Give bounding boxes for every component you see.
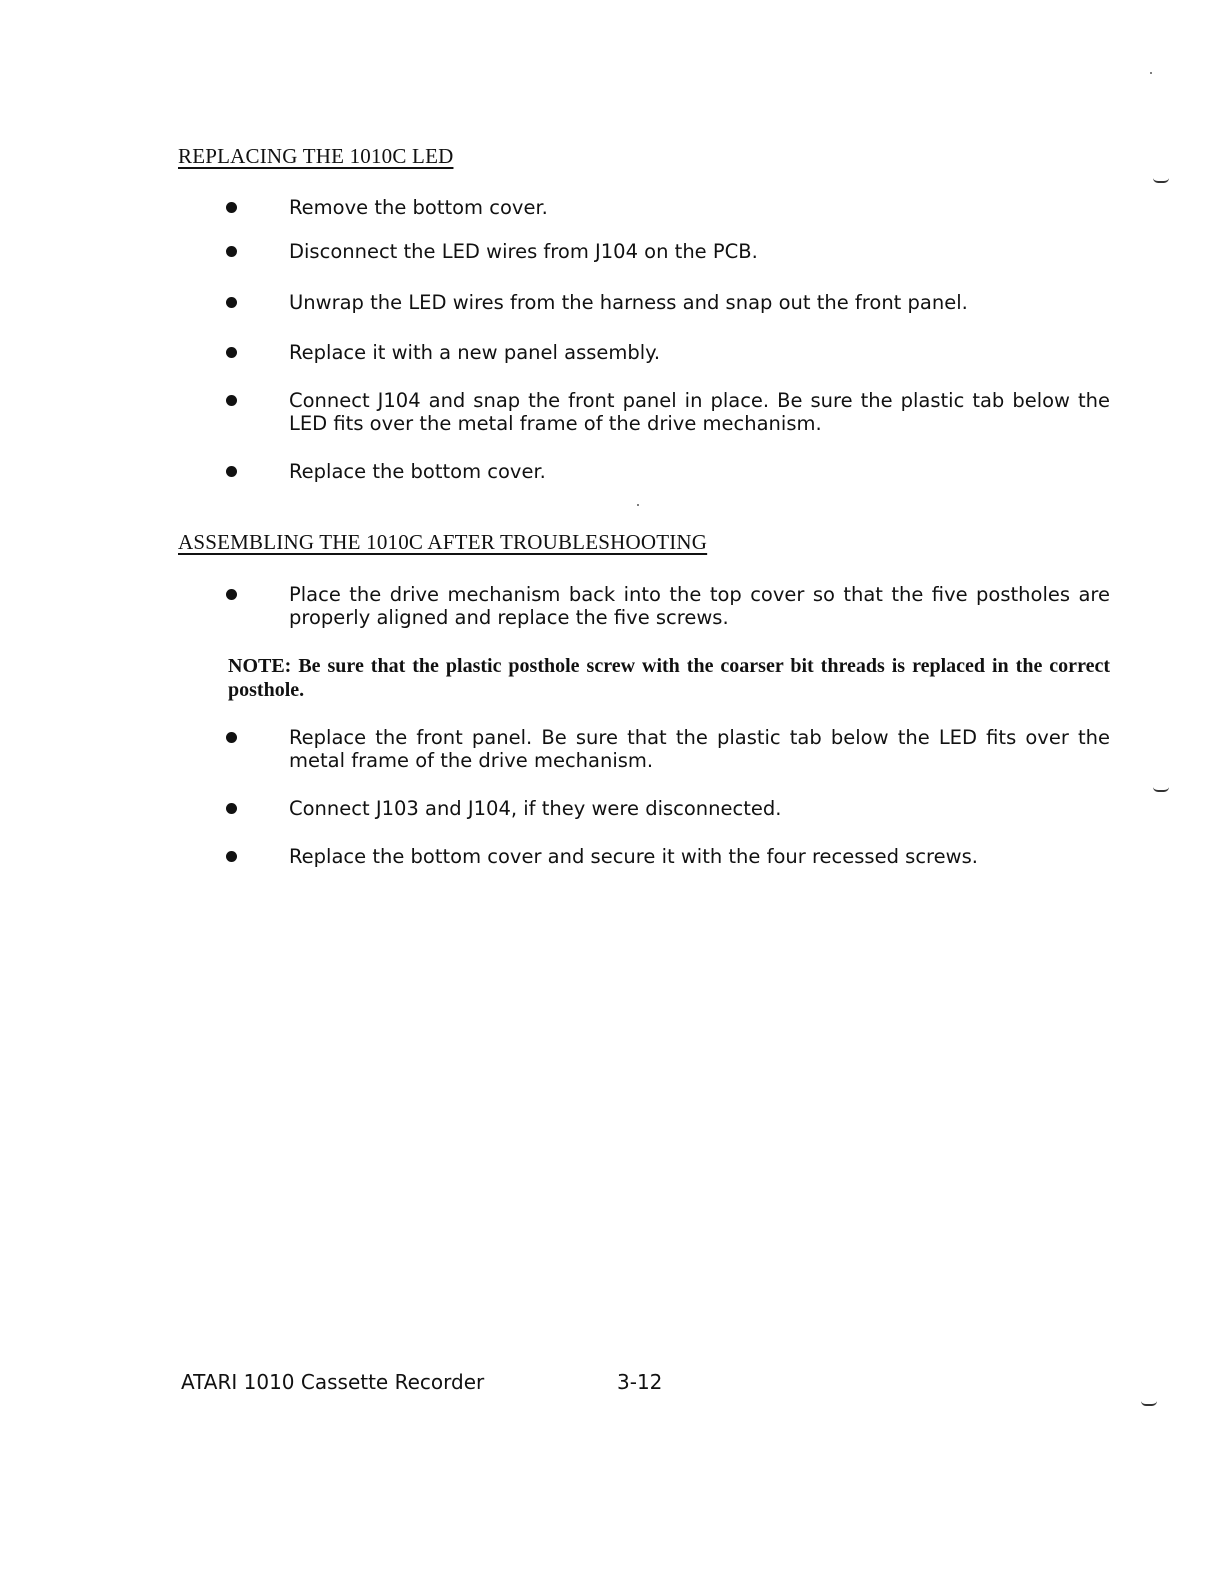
bullet-icon [226,851,237,862]
list-item-text: Replace it with a new panel assembly. [289,341,661,364]
list-item-text: Replace the bottom cover. [289,460,546,483]
list-item-text: Disconnect the LED wires from J104 on the PCB. [289,240,758,263]
bullet-icon [226,395,237,406]
list-item-text: Connect J103 and J104, if they were disconnected. [289,797,782,820]
list-item-text: Remove the bottom cover. [289,196,548,219]
list-item-text: Connect J104 and snap the front panel in place. Be sure the plastic tab below the LED fits over the metal frame of the drive mechanism. [289,389,1110,435]
bullet-icon [226,589,237,600]
list-item-text: Replace the front panel. Be sure that the plastic tab below the LED fits over the metal frame of the drive mechanism. [289,726,1110,772]
list-item [222,240,1110,263]
section-heading-assembling: ASSEMBLING THE 1010C AFTER TROUBLESHOOTING [178,530,708,554]
bullet-icon [226,732,237,743]
list-item [222,845,1110,868]
bullet-icon [226,803,237,814]
bullet-icon [226,297,237,308]
bullet-icon [226,246,237,257]
list-item [222,797,1110,820]
list-item-text: Unwrap the LED wires from the harness and snap out the front panel. [289,291,968,314]
note-text: NOTE: Be sure that the plastic posthole screw with the coarser bit threads is replaced in the correct posthole. [228,655,1110,701]
page-number: 3-12 [617,1370,663,1394]
scan-speck [637,504,639,506]
list-item-text: Replace the bottom cover and secure it with the four recessed screws. [289,845,978,868]
list-item [222,196,1110,219]
scan-mark [1153,787,1169,792]
bullet-icon [226,466,237,477]
list-item [222,291,1110,314]
list-item [222,583,1110,629]
scan-speck [1150,72,1152,74]
scan-mark [1141,1401,1157,1406]
bullet-icon [226,202,237,213]
scan-mark [1153,178,1169,183]
list-item-text: Place the drive mechanism back into the top cover so that the five postholes are properly aligned and replace the five screws. [289,583,1110,629]
footer-title: ATARI 1010 Cassette Recorder [181,1370,485,1394]
section-heading-replacing-led: REPLACING THE 1010C LED [178,144,454,168]
bullet-icon [226,347,237,358]
list-item [222,341,1110,364]
list-item [222,389,1110,435]
list-item [222,726,1110,772]
list-item [222,460,1110,483]
